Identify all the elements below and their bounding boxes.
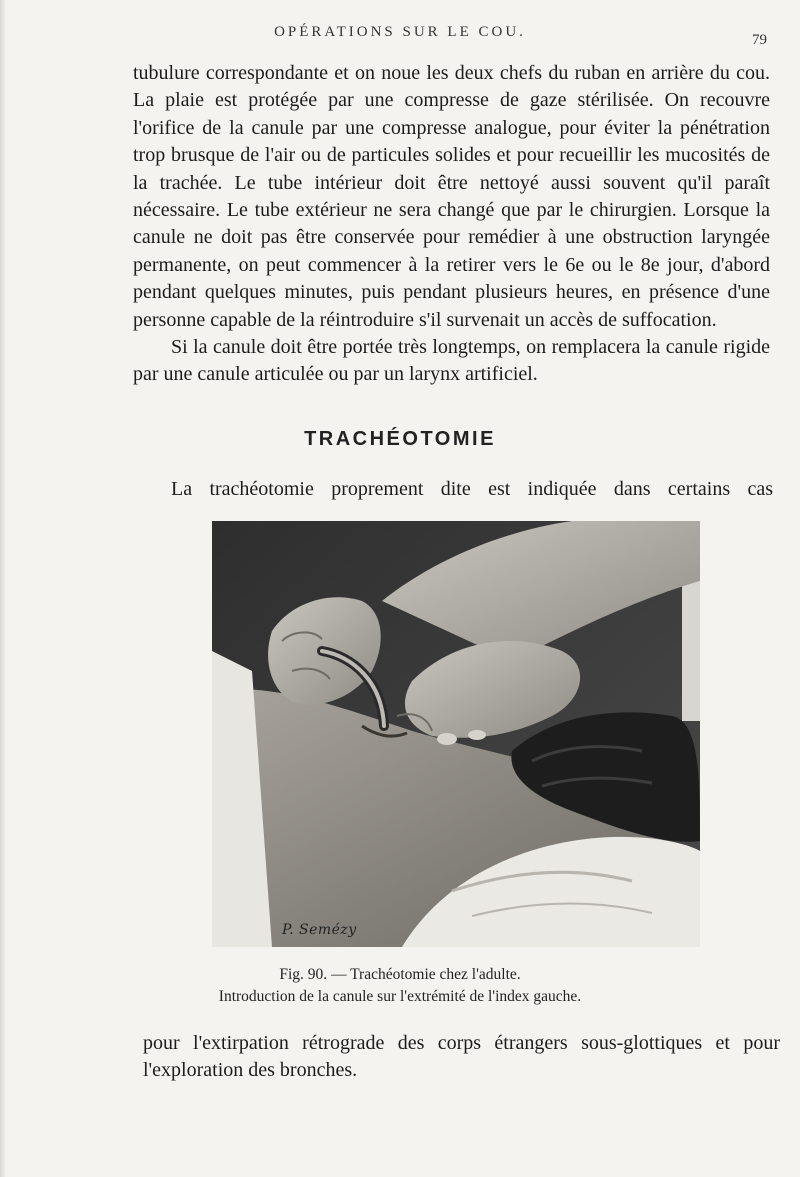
running-header: OPÉRATIONS SUR LE COU. bbox=[274, 24, 526, 40]
figure-caption-line-1: Fig. 90. — Trachéotomie chez l'adulte. bbox=[279, 966, 521, 983]
figure-caption-line-2: Introduction de la canule sur l'extrémité de l'index gauche. bbox=[218, 988, 582, 1005]
section-intro-paragraph: La trachéotomie proprement dite est indiquée dans certains cas bbox=[171, 478, 773, 500]
figure-photograph bbox=[212, 521, 700, 947]
artist-signature: P. Semézy bbox=[282, 922, 357, 938]
page-number: 79 bbox=[752, 32, 767, 48]
body-text-top bbox=[133, 60, 770, 389]
tracheotomy-photo-illustration bbox=[212, 521, 700, 947]
paragraph-1: tubulure correspondante et on noue les deux chefs du ruban en arrière du cou. La plaie est protégée par une compresse de gaze stérilisée. On recouvre l'orifice de la canule par une compresse analogue, pour éviter la pénétration trop brusque de l'air ou de particules solides et pour recueillir les mucosités de la trachée. Le tube intérieur doit être nettoyé aussi souvent qu'il paraît nécessaire. Le tube extérieur ne sera changé que par le chirurgien. Lorsque la canule ne doit pas être conservée pour remédier à une obstruction laryngée permanente, on peut commencer à la retirer vers le 6e ou le 8e jour, d'abord pendant quelques minutes, puis pendant plusieurs heures, en présence d'une personne capable de la réintroduire s'il survenait un accès de suffocation. bbox=[133, 62, 770, 331]
paragraph-2: Si la canule doit être portée très longtemps, on remplacera la canule rigide par une canule articulée ou par un larynx artificiel. bbox=[133, 336, 770, 386]
section-heading: TRACHÉOTOMIE bbox=[304, 428, 496, 450]
paragraph-final: pour l'extirpation rétrograde des corps étrangers sous-glottiques et pour l'exploration des bronches. bbox=[143, 1032, 780, 1081]
